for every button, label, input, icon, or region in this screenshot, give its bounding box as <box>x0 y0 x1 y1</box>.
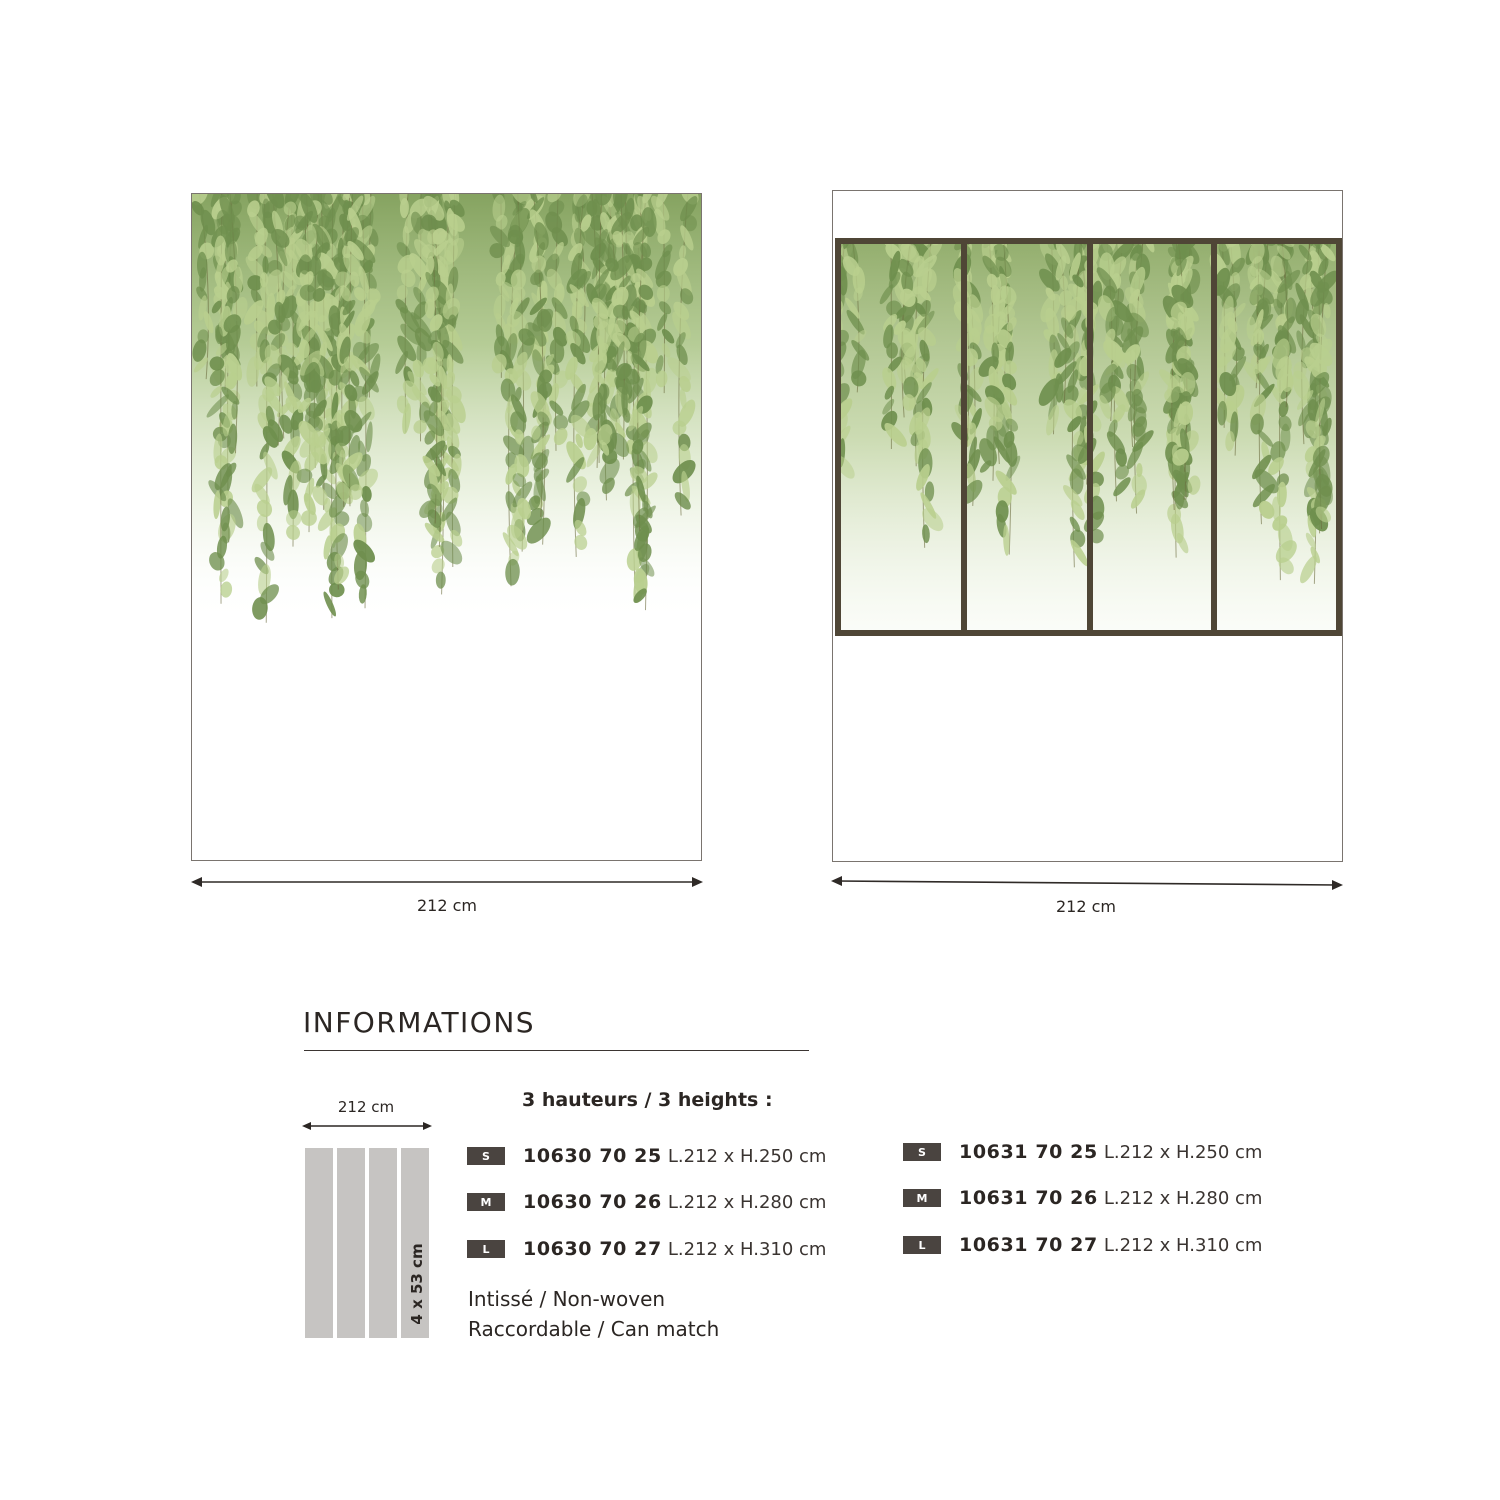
size-badge: L <box>467 1240 505 1258</box>
window-frame-illustration <box>835 238 1342 636</box>
ref-dimensions: L.212 x H.250 cm <box>667 1145 827 1167</box>
hanging-foliage-illustration <box>192 194 702 861</box>
material-text: Intissé / Non-woven <box>468 1287 666 1311</box>
width-arrow-right <box>831 873 1343 893</box>
roll-strips-diagram <box>302 1088 434 1343</box>
ref-row-left-m <box>467 1191 826 1213</box>
title-divider <box>304 1050 809 1051</box>
ref-code: 10630 70 26 <box>523 1191 662 1213</box>
ref-row-left-l <box>467 1238 826 1260</box>
ref-dimensions: L.212 x H.310 cm <box>667 1238 827 1260</box>
ref-row-right-l <box>903 1234 1262 1256</box>
ref-code: 10631 70 25 <box>959 1141 1098 1163</box>
match-text: Raccordable / Can match <box>468 1317 720 1341</box>
width-label-right: 212 cm <box>1055 897 1116 916</box>
size-badge: L <box>903 1236 941 1254</box>
ref-row-right-m <box>903 1187 1262 1209</box>
diagram-strips-label: 4 x 53 cm <box>408 1243 426 1325</box>
strip-2 <box>337 1148 365 1338</box>
informations-title: INFORMATIONS <box>303 1006 536 1039</box>
width-label-left: 212 cm <box>416 896 477 915</box>
ref-code: 10630 70 25 <box>523 1145 662 1167</box>
mural-panel-window-frame <box>832 190 1343 862</box>
size-badge: M <box>903 1189 941 1207</box>
strip-3 <box>369 1148 397 1338</box>
strip-1 <box>305 1148 333 1338</box>
ref-dimensions: L.212 x H.250 cm <box>1103 1141 1263 1163</box>
heights-title: 3 hauteurs / 3 heights : <box>522 1089 773 1111</box>
ref-dimensions: L.212 x H.280 cm <box>667 1191 827 1213</box>
ref-code: 10630 70 27 <box>523 1238 662 1260</box>
ref-row-left-s <box>467 1145 826 1167</box>
ref-dimensions: L.212 x H.310 cm <box>1103 1234 1263 1256</box>
mural-panel-foliage <box>191 193 702 861</box>
size-badge: S <box>903 1143 941 1161</box>
size-badge: S <box>467 1147 505 1165</box>
size-badge: M <box>467 1193 505 1211</box>
ref-code: 10631 70 26 <box>959 1187 1098 1209</box>
width-arrow-left <box>191 873 703 891</box>
ref-code: 10631 70 27 <box>959 1234 1098 1256</box>
diagram-width-label: 212 cm <box>337 1098 395 1116</box>
ref-row-right-s <box>903 1141 1262 1163</box>
ref-dimensions: L.212 x H.280 cm <box>1103 1187 1263 1209</box>
